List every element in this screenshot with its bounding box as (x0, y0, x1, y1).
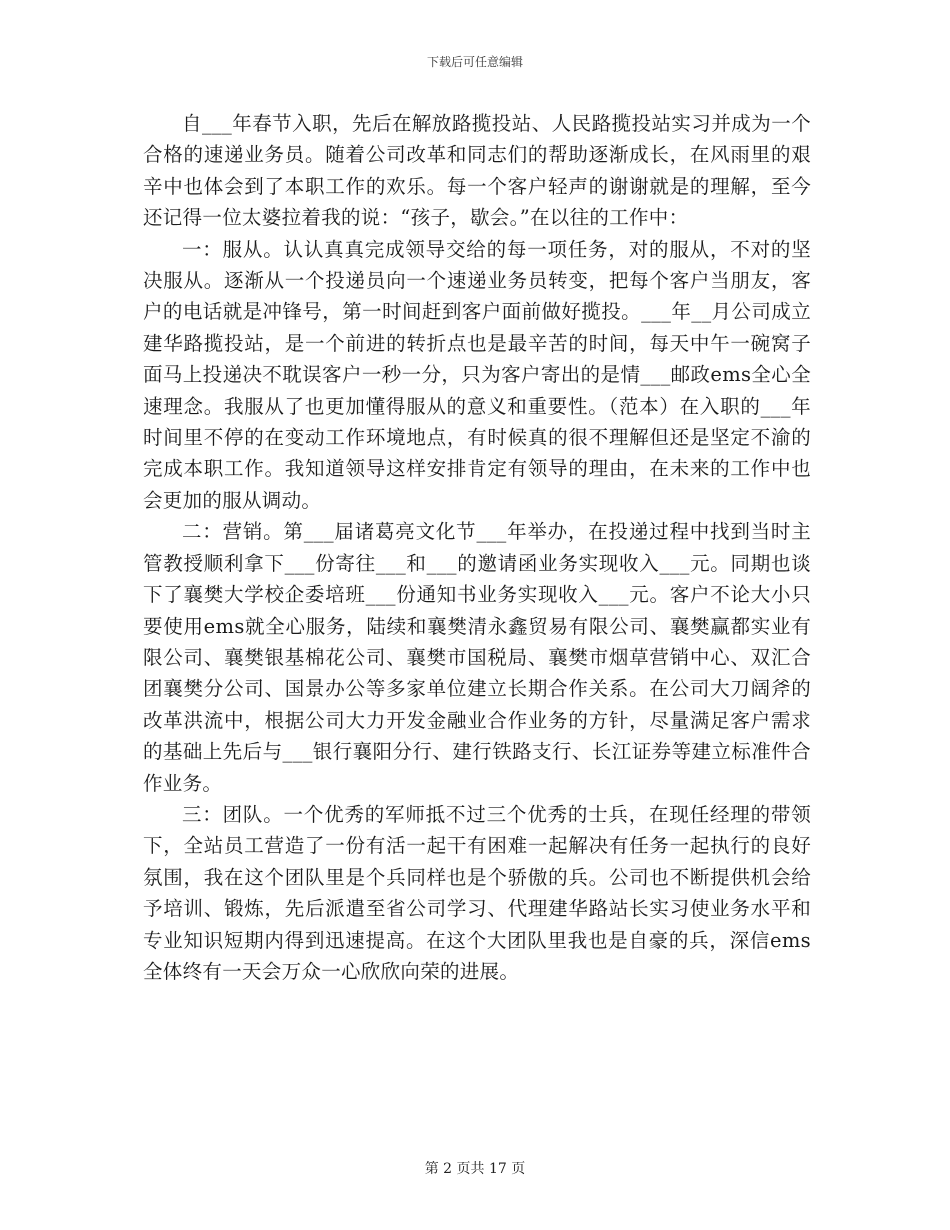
page-header-note: 下载后可任意编辑 (426, 55, 523, 69)
document-body (143, 108, 811, 987)
paragraph-intro: 自___年春节入职，先后在解放路揽投站、人民路揽投站实习并成为一个合格的速递业务员。随着公司改革和同志们的帮助逐渐成长，在风雨里的艰辛中也体会到了本职工作的欢乐。每一个客户轻声的谢谢就是的理解，至今还记得一位太婆拉着我的说：“孩子，歇会。”在以往的工作中： (143, 112, 811, 230)
paragraph-obedience: 一：服从。认认真真完成领导交给的每一项任务，对的服从，不对的坚决服从。逐渐从一个投递员向一个速递业务员转变，把每个客户当朋友，客户的电话就是冲锋号，第一时间赶到客户面前做好揽投。___年__月公司成立建华路揽投站，是一个前进的转折点也是最辛苦的时间，每天中午一碗窝子面马上投递决不耽误客户一秒一分，只为客户寄出的是情___邮政ems全心全速理念。我服从了也更加懂得服从的意义和重要性。（范本）在入职的___年时间里不停的在变动工作环境地点，有时候真的很不理解但还是坚定不渝的完成本职工作。我知道领导这样安排肯定有领导的理由，在未来的工作中也会更加的服从调动。 (143, 237, 811, 512)
page-number: 第 2 页共 17 页 (424, 1161, 526, 1177)
paragraph-team: 三：团队。一个优秀的军师抵不过三个优秀的士兵，在现任经理的带领下，全站员工营造了一份有活一起干有困难一起解决有任务一起执行的良好氛围，我在这个团队里是个兵同样也是个骄傲的兵。公司也不断提供机会给予培训、锻炼，先后派遣至省公司学习、代理建华路站长实习使业务水平和专业知识短期内得到迅速提高。在这个大团队里我也是自豪的兵，深信ems全体终有一天会万众一心欣欣向荣的进展。 (143, 802, 811, 983)
paragraph-marketing: 二：营销。第___届诸葛亮文化节___年举办，在投递过程中找到当时主管教授顺利拿下___份寄往___和___的邀请函业务实现收入___元。同期也谈下了襄樊大学校企委培班___份通知书业务实现收入___元。客户不论大小只要使用ems就全心服务，陆续和襄樊清永鑫贸易有限公司、襄樊赢都实业有限公司、襄樊银基棉花公司、襄樊市国税局、襄樊市烟草营销中心、双汇合团襄樊分公司、国景办公等多家单位建立长期合作关系。在公司大刀阔斧的改革洪流中，根据公司大力开发金融业合作业务的方针，尽量满足客户需求的基础上先后与___银行襄阳分行、建行铁路支行、长江证券等建立标准件合作业务。 (143, 520, 811, 795)
